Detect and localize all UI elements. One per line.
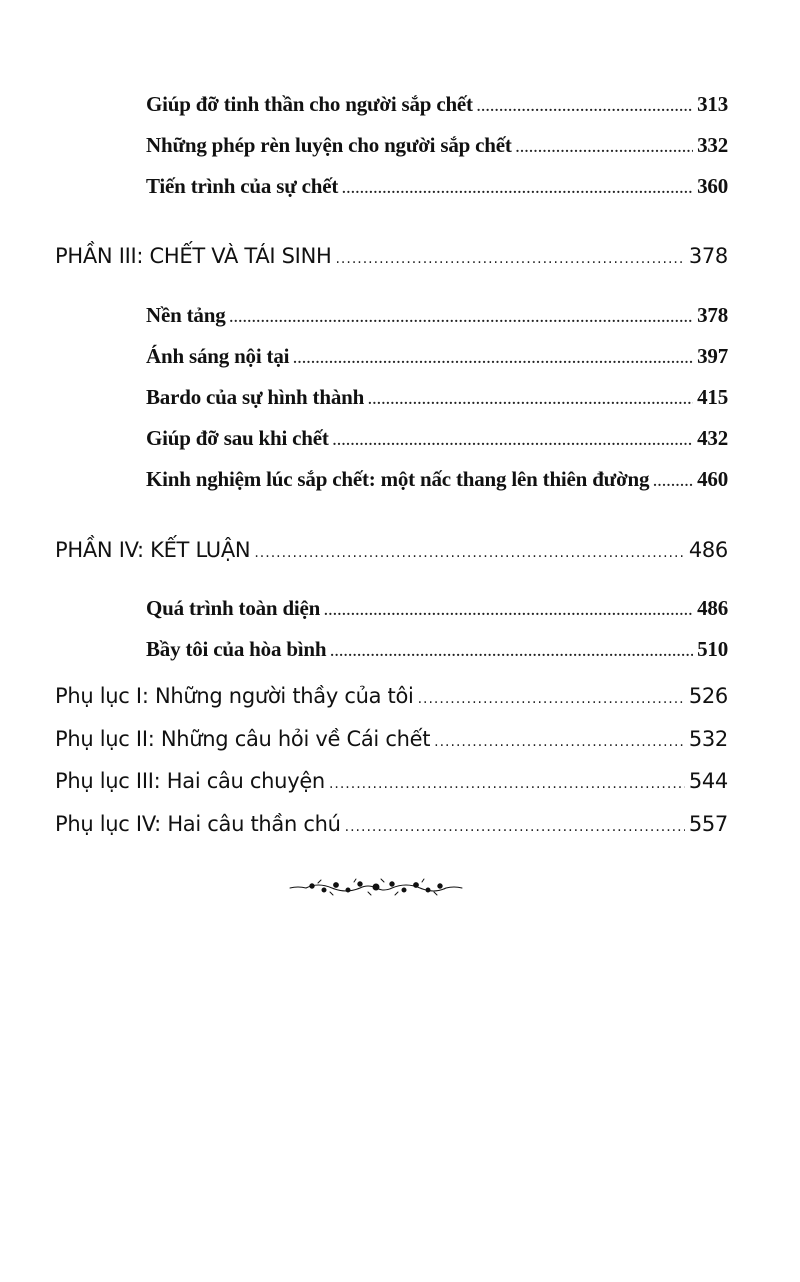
toc-entry-page: 557 — [688, 812, 728, 836]
toc-entry-page: 360 — [697, 174, 728, 198]
dot-leader — [342, 182, 693, 198]
toc-entry-title: Nền tảng — [146, 303, 226, 327]
toc-entry — [146, 133, 728, 158]
toc-entry-page: 378 — [697, 303, 728, 327]
dot-leader — [254, 545, 684, 561]
toc-entry-page: 415 — [697, 385, 728, 409]
toc-entry-title: PHẦN IV: KẾT LUẬN — [55, 538, 251, 562]
toc-entry-title: Phụ lục II: Những câu hỏi về Cái chết — [55, 727, 431, 751]
dot-leader — [335, 251, 684, 267]
toc-entry-title: Phụ lục III: Hai câu chuyện — [55, 769, 325, 793]
dot-leader — [345, 819, 685, 835]
toc-entry — [146, 426, 728, 451]
toc-entry — [146, 467, 728, 492]
toc-entry-title: Phụ lục IV: Hai câu thần chú — [55, 812, 341, 836]
toc-appendix-entry — [55, 769, 728, 793]
toc-entry-page: 486 — [697, 596, 728, 620]
toc-entry-page: 526 — [688, 684, 728, 708]
toc-entry-page: 532 — [688, 727, 728, 751]
toc-entry-page: 432 — [697, 426, 728, 450]
toc-entry-title: Bầy tôi của hòa bình — [146, 637, 327, 661]
toc-entry-title: Phụ lục I: Những người thầy của tôi — [55, 684, 414, 708]
dot-leader — [293, 352, 693, 368]
toc-entry — [146, 344, 728, 369]
dot-leader — [477, 100, 693, 116]
toc-entry-page: 460 — [697, 467, 728, 491]
toc-appendix-entry — [55, 727, 728, 751]
toc-entry — [146, 385, 728, 410]
toc-entry-page: 510 — [697, 637, 728, 661]
toc-entry — [146, 596, 728, 621]
toc-entry-page: 544 — [688, 769, 728, 793]
dot-leader — [368, 393, 693, 409]
toc-entry — [146, 92, 728, 117]
dot-leader — [516, 141, 693, 157]
toc-entry-page: 313 — [697, 92, 728, 116]
toc-entry-title: Quá trình toàn diện — [146, 596, 321, 620]
toc-entry-title: Giúp đỡ tinh thần cho người sắp chết — [146, 92, 473, 116]
toc-entry — [146, 637, 728, 662]
toc-part-heading — [55, 244, 728, 268]
dot-leader — [434, 734, 685, 750]
toc-entry-title: Kinh nghiệm lúc sắp chết: một nấc thang lên thiên đường — [146, 467, 650, 491]
toc-entry-title: Bardo của sự hình thành — [146, 385, 365, 409]
toc-entry-title: Ánh sáng nội tại — [146, 344, 290, 368]
dot-leader — [418, 691, 685, 707]
toc-entry-title: Những phép rèn luyện cho người sắp chết — [146, 133, 512, 157]
toc-entry-page: 332 — [697, 133, 728, 157]
toc-entry-page: 486 — [688, 538, 728, 562]
toc-entry-page: 397 — [697, 344, 728, 368]
toc-entry — [146, 303, 728, 328]
toc-part-heading — [55, 538, 728, 562]
dot-leader — [333, 434, 693, 450]
toc-appendix-entry — [55, 684, 728, 708]
dot-leader — [230, 311, 694, 327]
toc-entry — [146, 174, 728, 199]
toc-entry-title: PHẦN III: CHẾT VÀ TÁI SINH — [55, 244, 332, 268]
dot-leader — [330, 645, 693, 661]
toc-entry-title: Tiến trình của sự chết — [146, 174, 339, 198]
dot-leader — [653, 475, 693, 491]
dot-leader — [324, 604, 693, 620]
toc-entry-page: 378 — [688, 244, 728, 268]
toc-appendix-entry — [55, 812, 728, 836]
floral-divider-icon — [288, 878, 464, 896]
dot-leader — [329, 776, 685, 792]
toc-entry-title: Giúp đỡ sau khi chết — [146, 426, 329, 450]
